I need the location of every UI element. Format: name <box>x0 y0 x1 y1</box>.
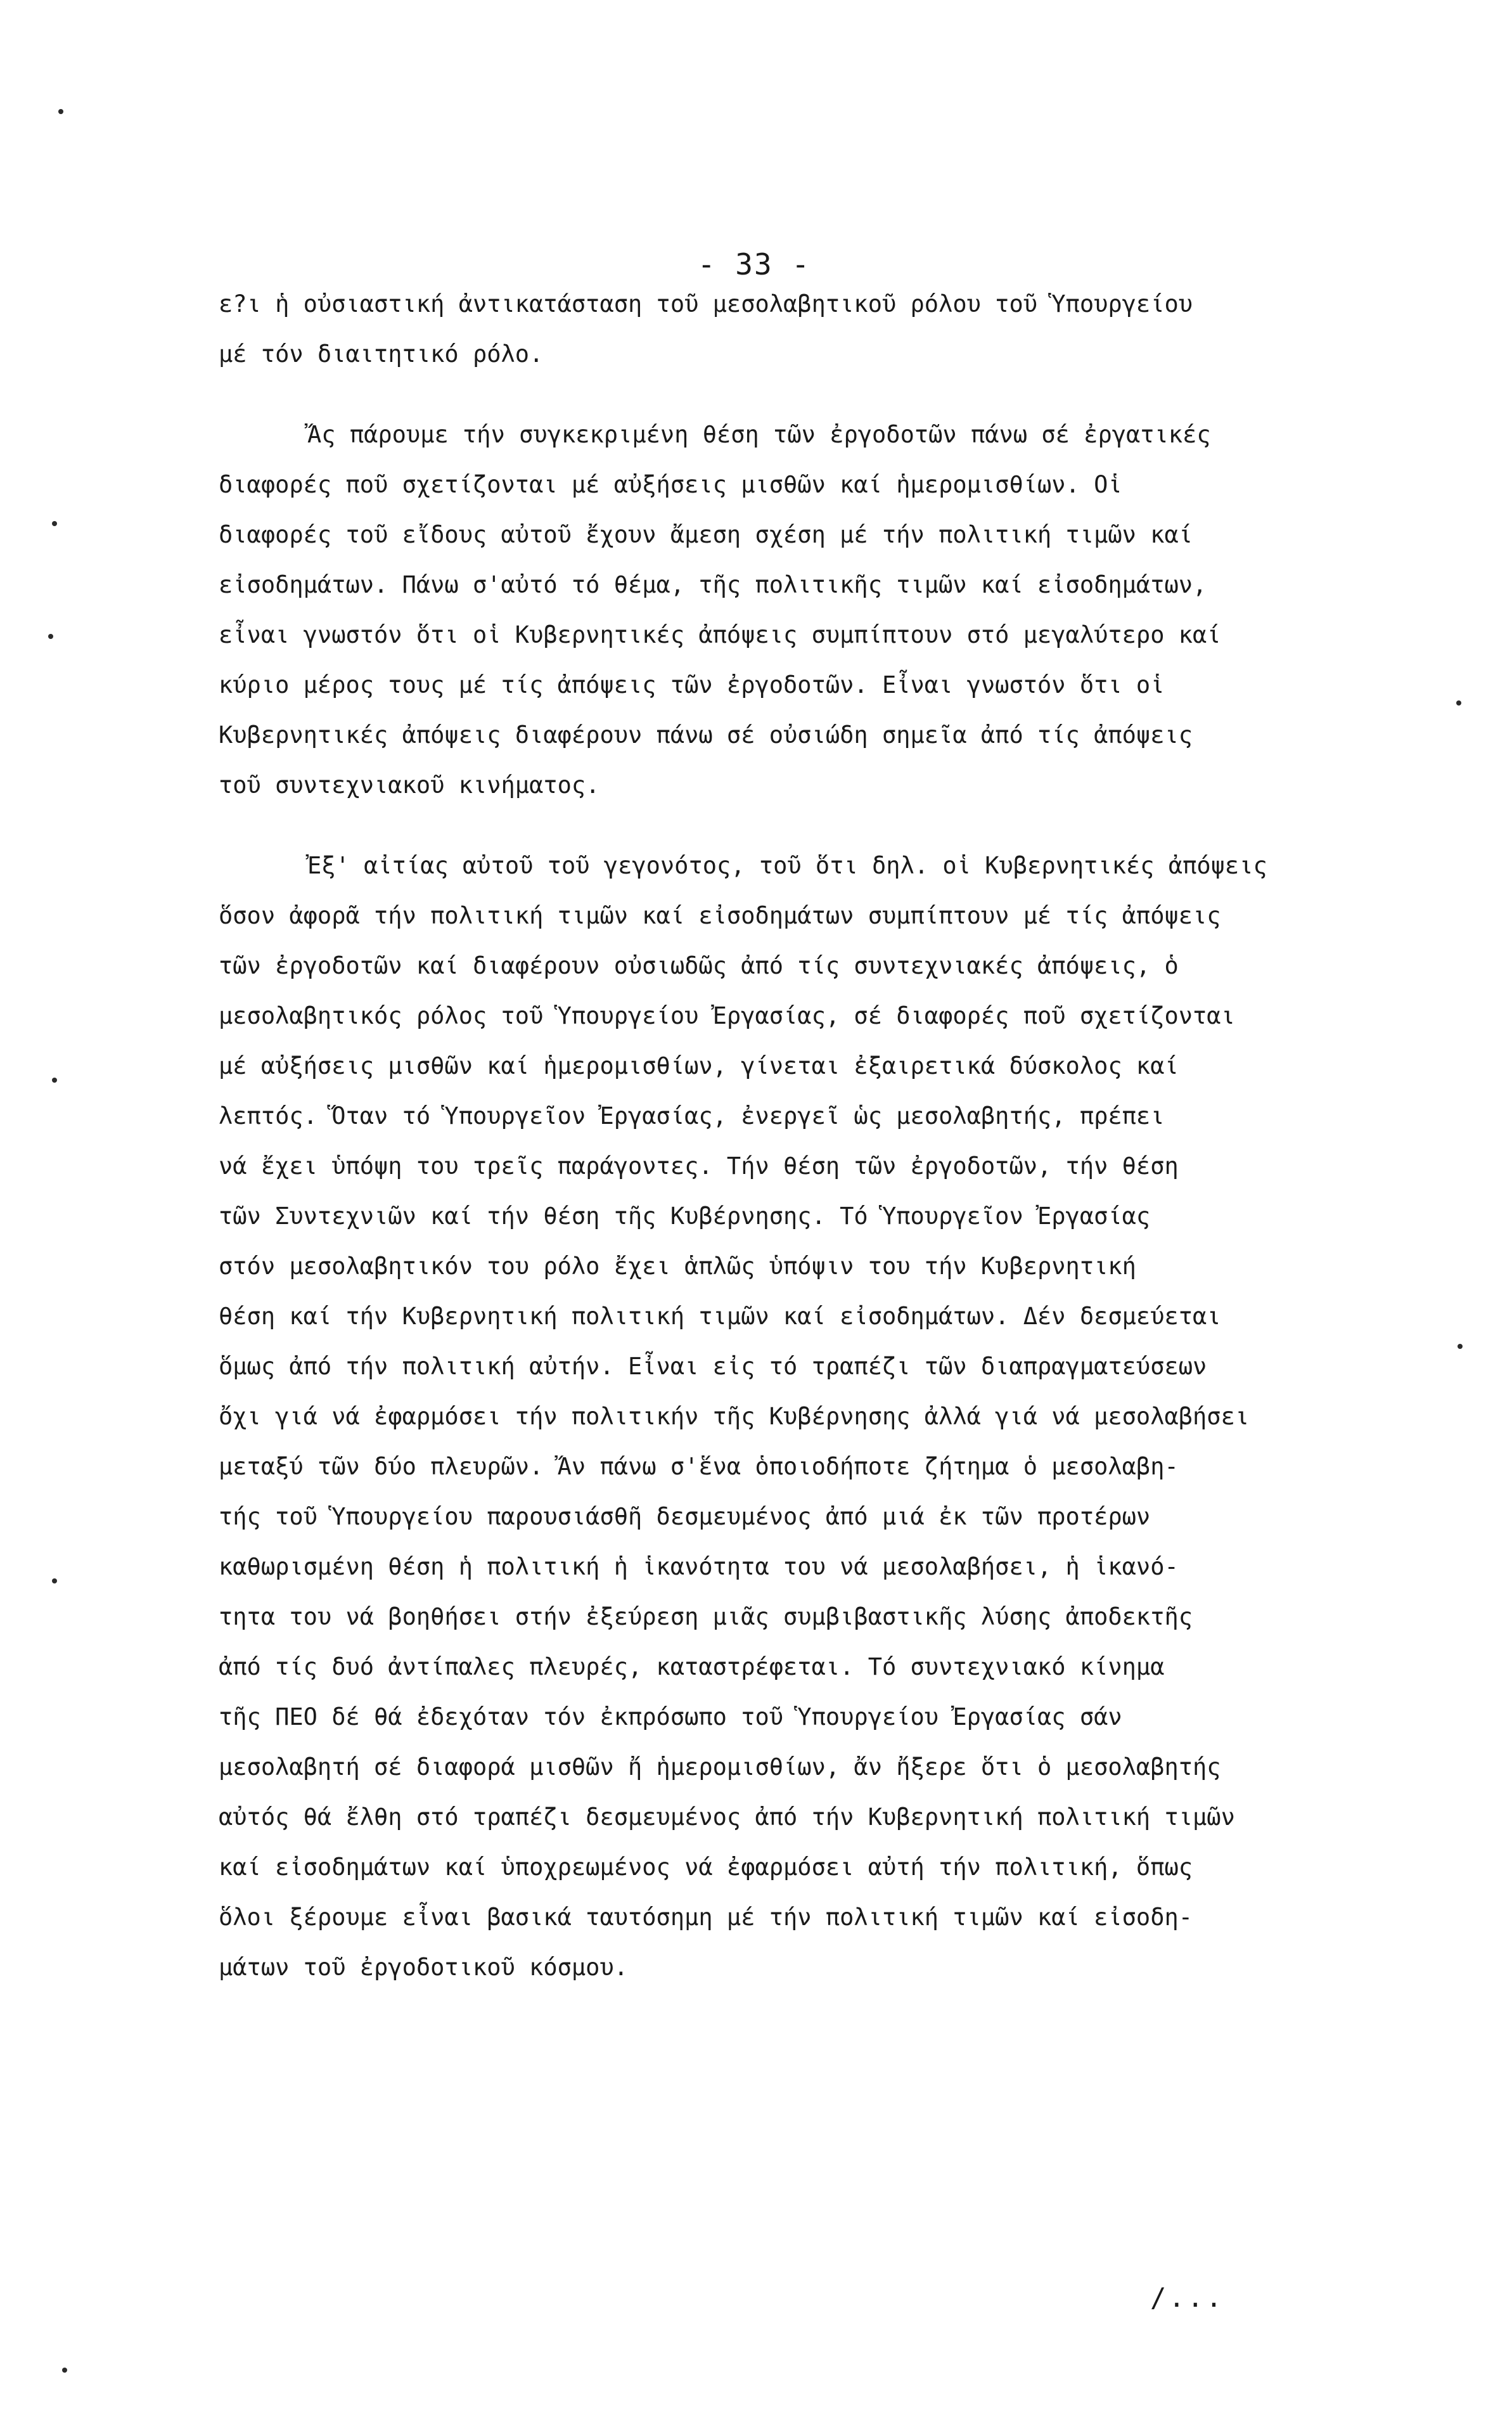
text-line: Ἐξ' αἰτίας αὐτοῦ τοῦ γεγονότος, τοῦ ὅτι δηλ. οἱ Κυβερνητικές ἀπόψεις <box>307 852 1267 879</box>
scan-speck <box>52 521 57 526</box>
text-line: στόν μεσολαβητικόν του ρόλο ἔχει ἁπλῶς ὑπόψιν του τήν Κυβερνητική <box>219 1253 1136 1280</box>
text-line: τῆς ΠΕΟ δέ θά ἐδεχόταν τόν ἐκπρόσωπο τοῦ Ὑπουργείου Ἐργασίας σάν <box>219 1703 1122 1731</box>
scan-speck <box>52 1578 57 1583</box>
text-line: καί εἰσοδημάτων καί ὑποχρεωμένος νά ἐφαρμόσει αὐτή τήν πολιτική, ὅπως <box>219 1853 1193 1881</box>
text-line: ὅλοι ξέρουμε εἶναι βασικά ταυτόσημη μέ τήν πολιτική τιμῶν καί εἰσοδη- <box>219 1904 1193 1931</box>
text-line: τοῦ συντεχνιακοῦ κινήματος. <box>219 771 600 799</box>
text-line: κύριο μέρος τους μέ τίς ἀπόψεις τῶν ἐργοδοτῶν. Εἶναι γνωστόν ὅτι οἱ <box>219 671 1165 699</box>
text-line: τῶν ἐργοδοτῶν καί διαφέρουν οὐσιωδῶς ἀπό τίς συντεχνιακές ἀπόψεις, ὁ <box>219 952 1179 979</box>
text-line: θέση καί τήν Κυβερνητική πολιτική τιμῶν καί εἰσοδημάτων. Δέν δεσμεύεται <box>219 1303 1221 1330</box>
body-text <box>219 279 1397 1992</box>
paragraph-gap <box>219 379 1397 409</box>
text-line: ὅμως ἀπό τήν πολιτική αὐτήν. Εἶναι εἰς τό τραπέζι τῶν διαπραγματεύσεων <box>219 1353 1207 1380</box>
text-line: ὄχι γιά νά ἐφαρμόσει τήν πολιτικήν τῆς Κυβέρνησης ἀλλά γιά νά μεσολαβήσει <box>219 1403 1250 1430</box>
text-line: νά ἔχει ὑπόψη του τρεῖς παράγοντες. Τήν θέση τῶν ἐργοδοτῶν, τήν θέση <box>219 1152 1179 1180</box>
text-line: μεταξύ τῶν δύο πλευρῶν. Ἄν πάνω σ'ἕνα ὁποιοδήποτε ζήτημα ὁ μεσολαβη- <box>219 1453 1179 1480</box>
text-line: τητα του νά βοηθήσει στήν ἐξεύρεση μιᾶς συμβιβαστικῆς λύσης ἀποδεκτῆς <box>219 1603 1193 1630</box>
scan-speck <box>48 634 53 639</box>
text-line: εἶναι γνωστόν ὅτι οἱ Κυβερνητικές ἀπόψεις συμπίπτουν στό μεγαλύτερο καί <box>219 621 1221 648</box>
text-line: μάτων τοῦ ἐργοδοτικοῦ κόσμου. <box>219 1954 629 1981</box>
scan-speck <box>1458 1344 1463 1349</box>
text-line: μεσολαβητικός ρόλος τοῦ Ὑπουργείου Ἐργασίας, σέ διαφορές ποῦ σχετίζονται <box>219 1002 1235 1029</box>
text-line: ἀπό τίς δυό ἀντίπαλες πλευρές, καταστρέφεται. Τό συντεχνιακό κίνημα <box>219 1653 1165 1680</box>
text-line: λεπτός. Ὅταν τό Ὑπουργεῖον Ἐργασίας, ἐνεργεῖ ὡς μεσολαβητής, πρέπει <box>219 1102 1165 1130</box>
text-line: ὅσον ἀφορᾶ τήν πολιτική τιμῶν καί εἰσοδημάτων συμπίπτουν μέ τίς ἀπόψεις <box>219 902 1221 929</box>
scan-speck <box>1456 700 1461 706</box>
text-line: καθωρισμένη θέση ἡ πολιτική ἡ ἱκανότητα του νά μεσολαβήσει, ἡ ἱκανό- <box>219 1553 1179 1580</box>
paragraph-gap <box>219 810 1397 841</box>
page-number: - 33 - <box>697 247 811 281</box>
text-line: Ἄς πάρουμε τήν συγκεκριμένη θέση τῶν ἐργοδοτῶν πάνω σέ ἐργατικές <box>307 421 1211 448</box>
continuation-mark: /... <box>1150 2282 1225 2313</box>
text-line: μεσολαβητή σέ διαφορά μισθῶν ἤ ἡμερομισθίων, ἄν ἤξερε ὅτι ὁ μεσολαβητής <box>219 1753 1221 1781</box>
text-line: τής τοῦ Ὑπουργείου παρουσιάσθῆ δεσμευμένος ἀπό μιά ἐκ τῶν προτέρων <box>219 1503 1151 1530</box>
text-line: αὐτός θά ἔλθη στό τραπέζι δεσμευμένος ἀπό τήν Κυβερνητική πολιτική τιμῶν <box>219 1803 1235 1831</box>
scan-speck <box>58 109 63 114</box>
scan-speck <box>62 2368 67 2373</box>
text-line: μέ τόν διαιτητικό ρόλο. <box>219 340 544 368</box>
text-line: διαφορές τοῦ εἴδους αὐτοῦ ἔχουν ἄμεση σχέση μέ τήν πολιτική τιμῶν καί <box>219 521 1193 548</box>
scan-speck <box>52 1078 57 1083</box>
text-line: ε?ι ἡ οὐσιαστική ἀντικατάσταση τοῦ μεσολαβητικοῦ ρόλου τοῦ Ὑπουργείου <box>219 290 1193 318</box>
text-line: τῶν Συντεχνιῶν καί τήν θέση τῆς Κυβέρνησης. Τό Ὑπουργεῖον Ἐργασίας <box>219 1202 1151 1230</box>
text-line: μέ αὐξήσεις μισθῶν καί ἡμερομισθίων, γίνεται ἐξαιρετικά δύσκολος καί <box>219 1052 1179 1080</box>
text-line: Κυβερνητικές ἀπόψεις διαφέρουν πάνω σέ οὐσιώδη σημεῖα ἀπό τίς ἀπόψεις <box>219 721 1193 749</box>
text-line: διαφορές ποῦ σχετίζονται μέ αὐξήσεις μισθῶν καί ἡμερομισθίων. Οἱ <box>219 471 1122 498</box>
text-line: εἰσοδημάτων. Πάνω σ'αὐτό τό θέμα, τῆς πολιτικῆς τιμῶν καί εἰσοδημάτων, <box>219 571 1207 598</box>
